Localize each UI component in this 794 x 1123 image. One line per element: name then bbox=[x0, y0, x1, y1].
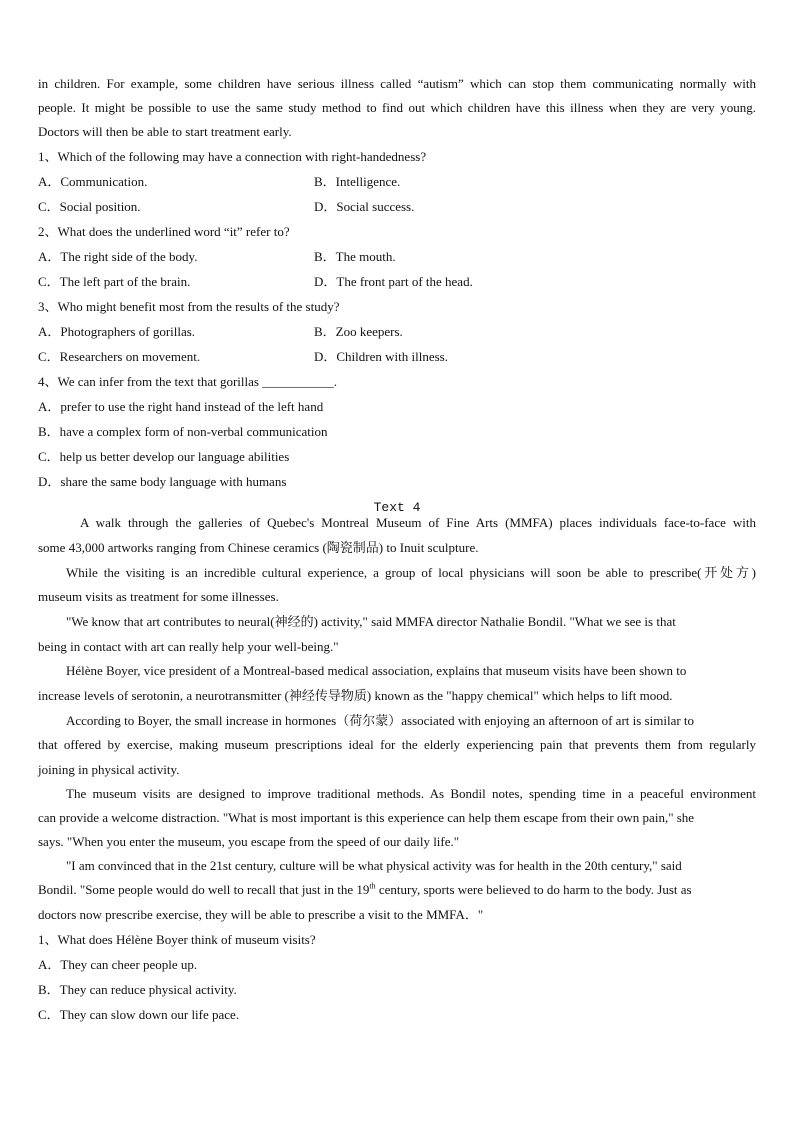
paragraph-line: Hélène Boyer, vice president of a Montreal-based medical association, explains that museum visits have been shown to bbox=[66, 663, 687, 678]
paragraph-line: says. "When you enter the museum, you escape from the speed of our daily life." bbox=[38, 834, 460, 849]
option-c: C．The left part of the brain. bbox=[38, 274, 191, 289]
paragraph-line: some 43,000 artworks ranging from Chinese ceramics (陶瓷制品) to Inuit sculpture. bbox=[38, 540, 479, 555]
paragraph-line: doctors now prescribe exercise, they will be able to prescribe a visit to the MMFA．" bbox=[38, 907, 484, 922]
question-stem: 1、Which of the following may have a connection with right-handedness? bbox=[38, 149, 427, 164]
paragraph-line: Doctors will then be able to start treatment early. bbox=[38, 124, 292, 139]
paragraph-line: being in contact with art can really help your well-being." bbox=[38, 639, 339, 654]
option-c: C．Researchers on movement. bbox=[38, 349, 201, 364]
option-d: D．Children with illness. bbox=[314, 349, 448, 364]
paragraph-line: people. It might be possible to use the same study method to find out which children have this illness when they are very young. bbox=[38, 100, 756, 115]
paragraph-line: joining in physical activity. bbox=[38, 762, 180, 777]
paragraph-line: "We know that art contributes to neural(神经的) activity," said MMFA director Nathalie Bondil. "What we see is that bbox=[66, 614, 676, 629]
text-segment: century, sports were believed to do harm to the body. Just as bbox=[375, 882, 692, 897]
question-stem: 2、What does the underlined word “it” refer to? bbox=[38, 224, 290, 239]
paragraph-line: The museum visits are designed to improve traditional methods. As Bondil notes, spending time in a peaceful environment bbox=[66, 786, 756, 801]
section-title: Text 4 bbox=[373, 500, 421, 515]
option-a: A．Communication. bbox=[38, 174, 148, 189]
paragraph-line: that offered by exercise, making museum prescriptions ideal for the elderly experiencing pain that prevents them from regularly bbox=[38, 737, 756, 752]
option-c: C．Social position. bbox=[38, 199, 141, 214]
option-b: B．Zoo keepers. bbox=[314, 324, 403, 339]
paragraph-line: "I am convinced that in the 21st century, culture will be what physical activity was for health in the 20th century," said bbox=[66, 858, 682, 873]
paragraph-line: can provide a welcome distraction. "What is most important is this experience can help them escape from their own pain," she bbox=[38, 810, 695, 825]
option-c: C．They can slow down our life pace. bbox=[38, 1007, 240, 1022]
option-b: B．The mouth. bbox=[314, 249, 396, 264]
option-b: B．Intelligence. bbox=[314, 174, 401, 189]
question-stem: 1、What does Hélène Boyer think of museum visits? bbox=[38, 932, 316, 947]
option-b: B．have a complex form of non-verbal communication bbox=[38, 424, 328, 439]
paragraph-line: increase levels of serotonin, a neurotransmitter (神经传导物质) known as the "happy chemical" which helps to lift mood. bbox=[38, 688, 673, 703]
question-stem: 3、Who might benefit most from the results of the study? bbox=[38, 299, 340, 314]
option-d: D．The front part of the head. bbox=[314, 274, 473, 289]
option-a: A．They can cheer people up. bbox=[38, 957, 198, 972]
paragraph-line: in children. For example, some children have serious illness called “autism” which can stop them communicating normally with bbox=[38, 76, 756, 91]
option-a: A．The right side of the body. bbox=[38, 249, 198, 264]
option-a: A．Photographers of gorillas. bbox=[38, 324, 196, 339]
paragraph-line: A walk through the galleries of Quebec's Montreal Museum of Fine Arts (MMFA) places individuals face-to-face with bbox=[80, 515, 756, 530]
question-stem: 4、We can infer from the text that gorillas ___________. bbox=[38, 374, 337, 389]
option-b: B．They can reduce physical activity. bbox=[38, 982, 237, 997]
paragraph-line: While the visiting is an incredible cultural experience, a group of local physicians will soon be able to prescribe(开处方) bbox=[66, 565, 756, 580]
option-d: D．share the same body language with humans bbox=[38, 474, 287, 489]
paragraph-line bbox=[38, 882, 692, 898]
text-segment: Bondil. "Some people would do well to recall that just in the 19 bbox=[38, 882, 370, 897]
option-d: D．Social success. bbox=[314, 199, 415, 214]
option-a: A．prefer to use the right hand instead of the left hand bbox=[38, 399, 324, 414]
option-c: C．help us better develop our language abilities bbox=[38, 449, 290, 464]
paragraph-line: According to Boyer, the small increase in hormones（荷尔蒙）associated with enjoying an afternoon of art is similar to bbox=[66, 713, 695, 728]
paragraph-line: museum visits as treatment for some illnesses. bbox=[38, 589, 279, 604]
superscript: th bbox=[369, 881, 376, 891]
